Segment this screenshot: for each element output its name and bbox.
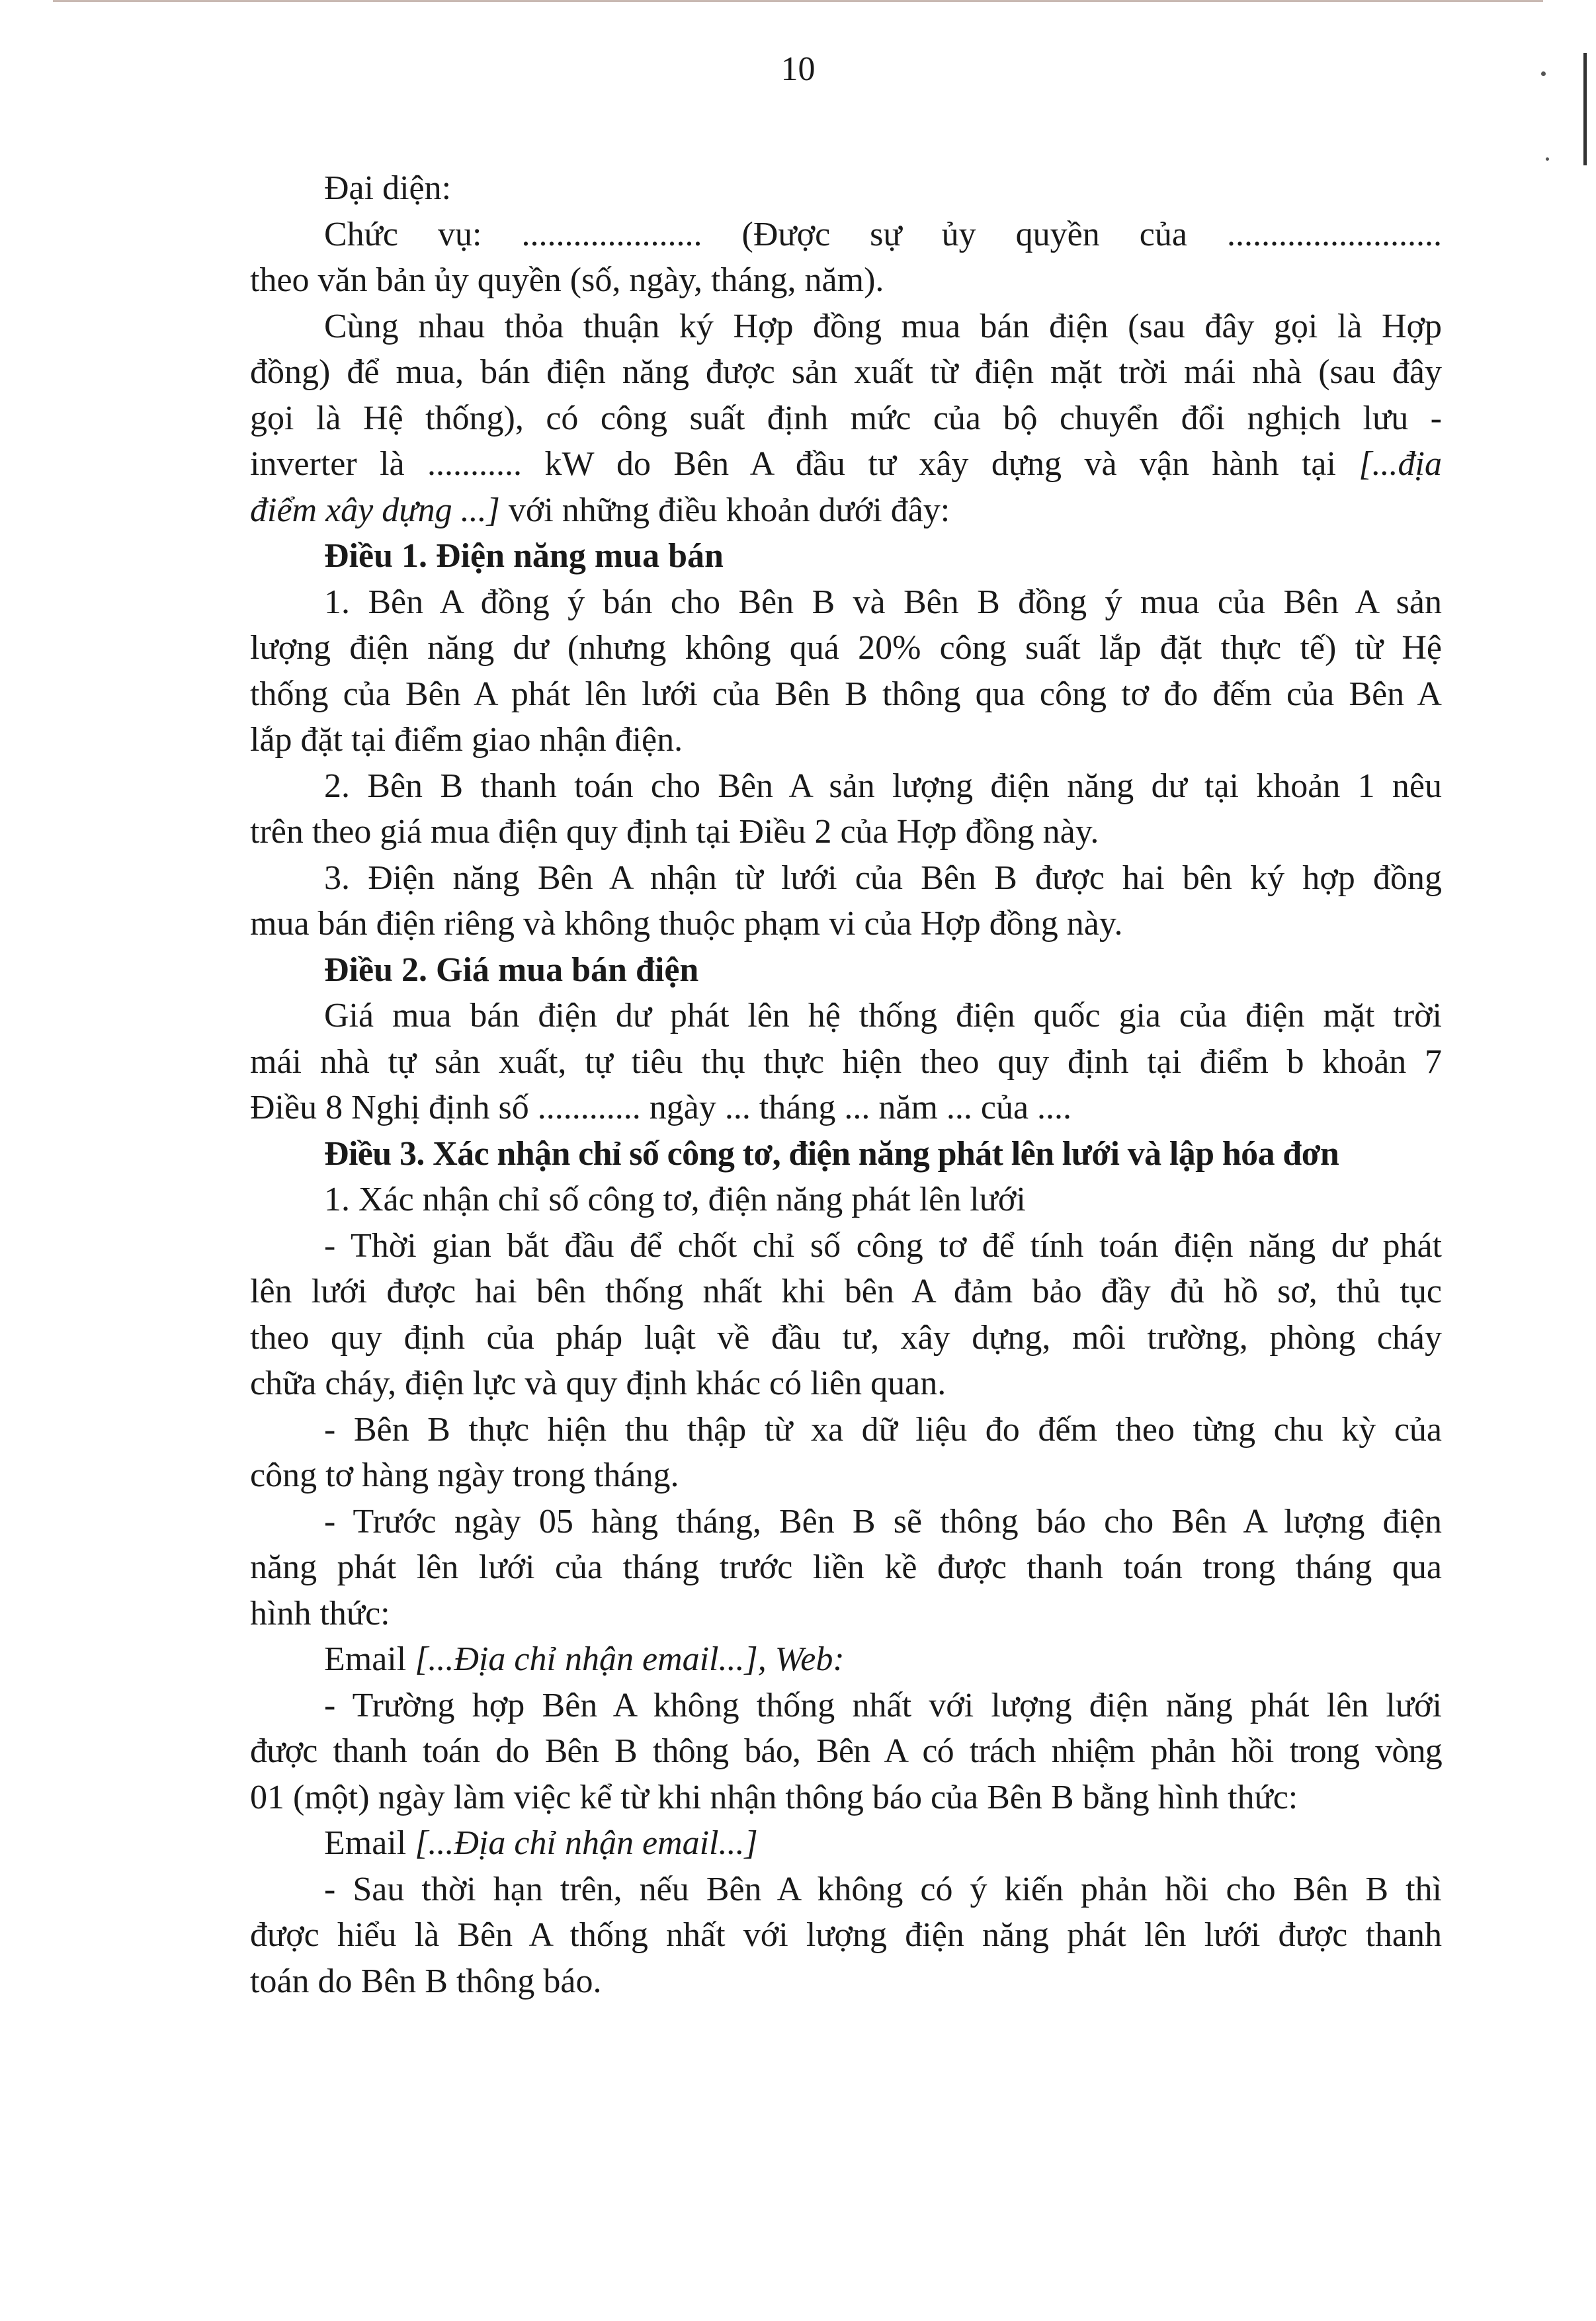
article-3-data-collection: - Bên B thực hiện thu thập từ xa dữ liệu đo đếm theo từng chu kỳ của công tơ hàng ngày trong tháng.	[250, 1410, 1442, 1494]
location-placeholder-cont: điểm xây dựng ...]	[250, 491, 500, 529]
article-2-heading: Điều 2. Giá mua bán điện	[324, 950, 699, 989]
article-1-clause-3: 3. Điện năng Bên A nhận từ lưới của Bên B được hai bên ký hợp đồng mua bán điện riêng và không thuộc phạm vi của Hợp đồng này.	[250, 859, 1442, 943]
intro-text: inverter là ........... kW do Bên A đầu tư xây dựng và vận hành tại	[250, 445, 1359, 483]
intro-paragraph: Cùng nhau thỏa thuận ký Hợp đồng mua bán điện (sau đây gọi là Hợp đồng) để mua, bán điện năng được sản xuất từ điện mặt trời mái nhà (sau đây gọi là Hệ thống), có công suất định mức của bộ chuyển đổi nghịch lưu - inverter là ........... kW do Bên A đầu tư xây dựng và vận hành tại [...địa điểm xây dựng ...] với những điều khoản dưới đây:	[250, 307, 1442, 529]
position-paragraph: Chức vụ: ..................... (Được sự ủy quyền của ......................... theo văn bản ủy quyền (số, ngày, tháng, năm).	[250, 215, 1442, 299]
scan-speck	[1546, 157, 1549, 161]
article-1-heading: Điều 1. Điện năng mua bán	[324, 537, 724, 575]
document-body	[250, 165, 1442, 2004]
intro-text-end: với những điều khoản dưới đây:	[499, 491, 950, 529]
article-1-clause-1: 1. Bên A đồng ý bán cho Bên B và Bên B đồng ý mua của Bên A sản lượng điện năng dư (nhưng không quá 20% công suất lắp đặt thực tế) từ Hệ thống của Bên A phát lên lưới của Bên B thông qua công tơ đo đếm của Bên A lắp đặt tại điểm giao nhận điện.	[250, 583, 1442, 759]
article-3-disagreement: - Trường hợp Bên A không thống nhất với lượng điện năng phát lên lưới được thanh toán do Bên B thông báo, Bên A có trách nhiệm phản hồi trong vòng 01 (một) ngày làm việc kể từ khi nhận thông báo của Bên B bằng hình thức:	[250, 1686, 1442, 1816]
scan-top-edge	[53, 0, 1543, 2]
article-3-deadline: - Sau thời hạn trên, nếu Bên A không có ý kiến phản hồi cho Bên B thì được hiểu là Bên A thống nhất với lượng điện năng phát lên lưới được thanh toán do Bên B thông báo.	[250, 1870, 1442, 2000]
article-3-heading: Điều 3. Xác nhận chỉ số công tơ, điện năng phát lên lưới và lập hóa đơn	[324, 1134, 1339, 1173]
location-placeholder: [...địa	[1359, 445, 1442, 483]
article-2-body: Giá mua bán điện dư phát lên hệ thống điện quốc gia của điện mặt trời mái nhà tự sản xuất, tự tiêu thụ thực hiện theo quy định tại điểm b khoản 7 Điều 8 Nghị định số ............ ngày ... tháng ... năm ... của ....	[250, 997, 1442, 1126]
representative-line: Đại diện:	[324, 169, 452, 207]
email-label: Email	[324, 1640, 415, 1678]
email-line	[250, 1820, 1442, 1867]
article-3-clause-1-title: 1. Xác nhận chỉ số công tơ, điện năng phát lên lưới	[324, 1181, 1026, 1218]
article-3-notification: - Trước ngày 05 hàng tháng, Bên B sẽ thông báo cho Bên A lượng điện năng phát lên lưới của tháng trước liền kề được thanh toán trong tháng qua hình thức:	[250, 1502, 1442, 1632]
article-3-start-time: - Thời gian bắt đầu để chốt chỉ số công tơ để tính toán điện năng dư phát lên lưới được hai bên thống nhất khi bên A đảm bảo đầy đủ hồ sơ, thủ tục theo quy định của pháp luật về đầu tư, xây dựng, môi trường, phòng cháy chữa cháy, điện lực và quy định khác có liên quan.	[250, 1226, 1442, 1402]
email-placeholder: [...Địa chỉ nhận email...]	[415, 1824, 758, 1862]
email-label: Email	[324, 1824, 415, 1862]
page-number: 10	[780, 50, 816, 88]
email-web-placeholder: [...Địa chỉ nhận email...], Web:	[415, 1640, 845, 1678]
email-web-line	[250, 1636, 1442, 1683]
article-1-clause-2: 2. Bên B thanh toán cho Bên A sản lượng điện năng dư tại khoản 1 nêu trên theo giá mua điện quy định tại Điều 2 của Hợp đồng này.	[250, 767, 1442, 851]
